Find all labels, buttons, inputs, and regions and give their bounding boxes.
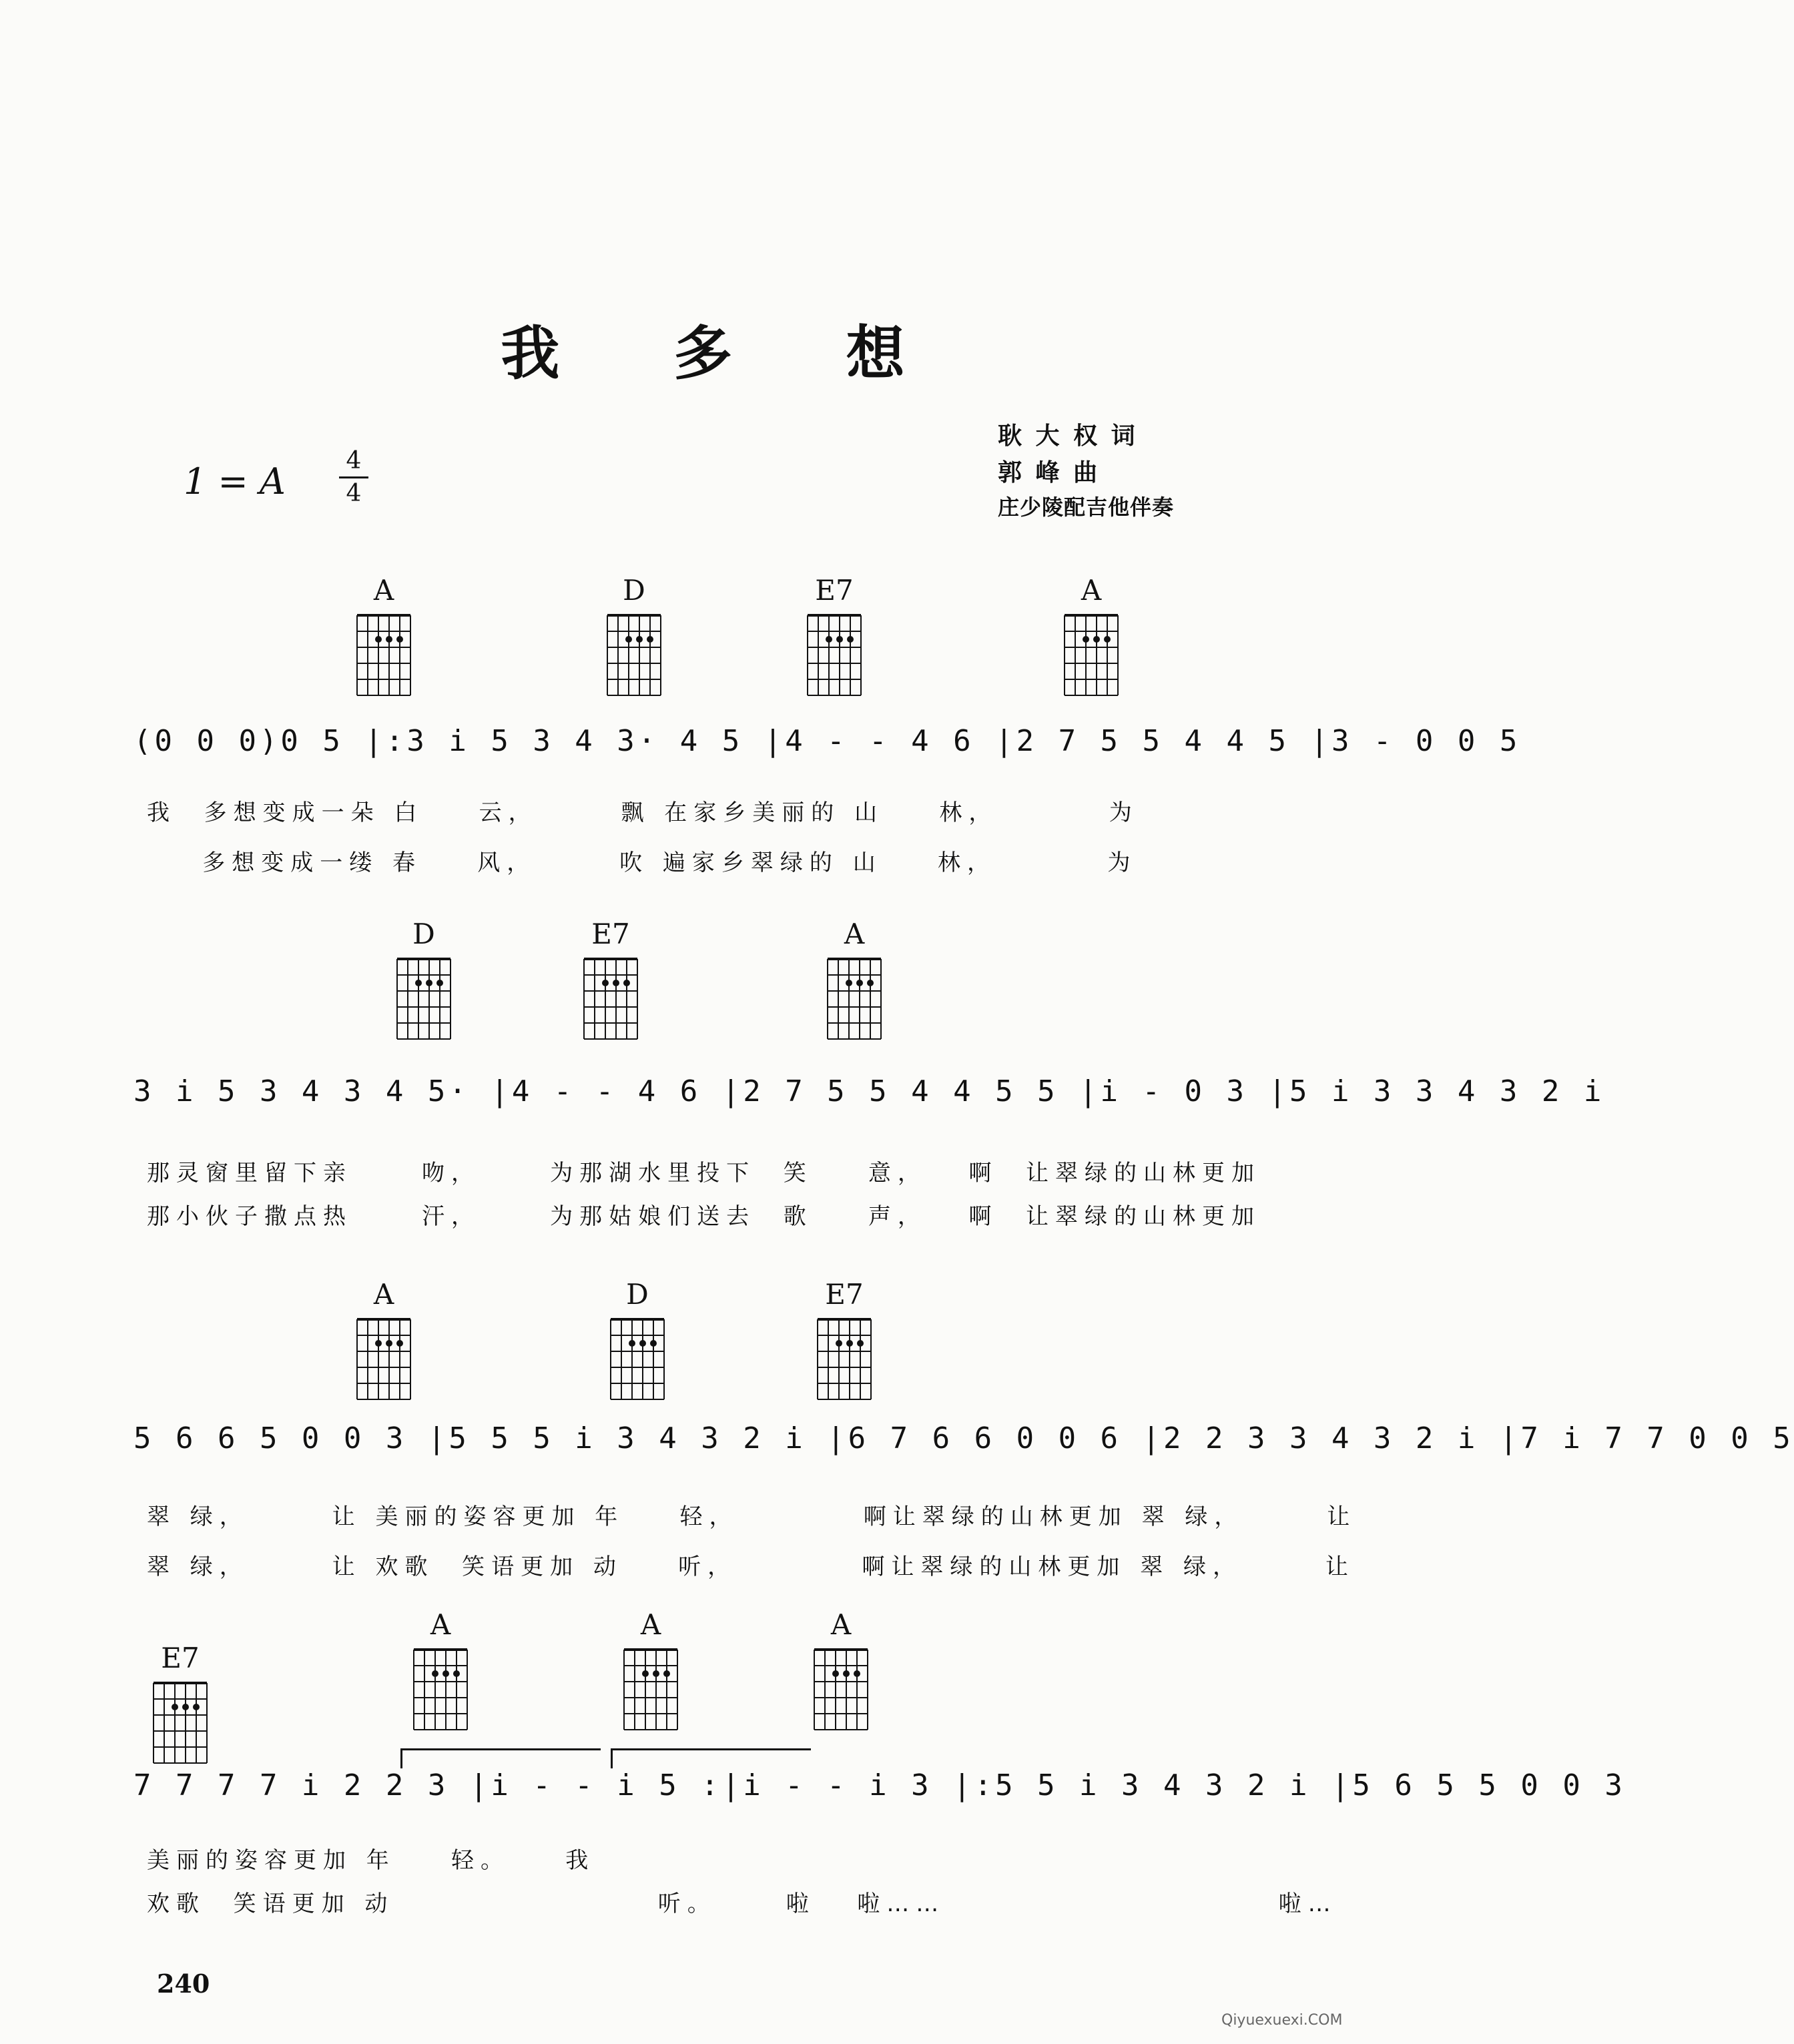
chord-grid-icon bbox=[404, 1642, 477, 1742]
credit-arranger: 庄少陵配吉他伴奏 bbox=[998, 494, 1175, 520]
chord-grid-icon bbox=[597, 607, 671, 707]
chord-name: A bbox=[830, 1608, 852, 1641]
chord-name: E7 bbox=[591, 918, 630, 950]
chord-grid-icon bbox=[143, 1675, 217, 1775]
chord-name: A bbox=[1081, 574, 1102, 607]
lyric-verse-1: 翠 绿， 让 美丽的姿容更加 年 轻， 啊让翠绿的山林更加 翠 绿， 让 bbox=[147, 1503, 1357, 1530]
watermark: Qiyuexuexi.COM bbox=[1221, 2012, 1343, 2029]
chord-name: D bbox=[626, 1278, 649, 1311]
chord-name: A bbox=[373, 1278, 394, 1311]
chord-grid-icon bbox=[1055, 607, 1128, 707]
chord-name: A bbox=[430, 1608, 451, 1641]
lyric-verse-1: 美丽的姿容更加 年 轻。 我 bbox=[147, 1847, 595, 1874]
credit-composer: 郭 峰 曲 bbox=[998, 459, 1101, 486]
chord-name: D bbox=[623, 574, 645, 607]
chord-grid-icon bbox=[601, 1311, 674, 1411]
page-title: 我 多 想 bbox=[501, 319, 952, 388]
chord-name: E7 bbox=[161, 1642, 200, 1674]
time-signature bbox=[334, 446, 374, 509]
notation-line: 5 6 6 5 0 0 3 |5 5 5 i 3 4 3 2 i |6 7 6 6 0 0 6 |2 2 3 3 4 3 2 i |7 i 7 7 0 0 5 bbox=[133, 1421, 1794, 1455]
volta-2-line bbox=[611, 1748, 811, 1750]
chord-name: D bbox=[412, 918, 435, 950]
notation-line: (0 0 0)0 5 |:3 i 5 3 4 3· 4 5 |4 - - 4 6 |2 7 5 5 4 4 5 |3 - 0 0 5 bbox=[133, 724, 1521, 758]
chord-grid-icon bbox=[798, 607, 871, 707]
chord-grid-icon bbox=[574, 951, 647, 1051]
chord-grid-icon bbox=[818, 951, 891, 1051]
notation-line: 3 i 5 3 4 3 4 5· |4 - - 4 6 |2 7 5 5 4 4 5 5 |i - 0 3 |5 i 3 3 4 3 2 i bbox=[133, 1074, 1605, 1108]
lyric-verse-2: 那小伙子撒点热 汗， 为那姑娘们送去 歌 声， 啊 让翠绿的山林更加 bbox=[147, 1203, 1261, 1230]
volta-1-line bbox=[400, 1748, 601, 1750]
chord-grid-icon bbox=[347, 607, 420, 707]
lyric-verse-2: 多想变成一缕 春 风， 吹 遍家乡翠绿的 山 林， 为 bbox=[147, 849, 1137, 876]
lyric-verse-2: 翠 绿， 让 欢歌 笑语更加 动 听， 啊让翠绿的山林更加 翠 绿， 让 bbox=[147, 1554, 1355, 1580]
lyric-verse-1: 那灵窗里留下亲 吻， 为那湖水里投下 笑 意， 啊 让翠绿的山林更加 bbox=[147, 1160, 1261, 1186]
chord-name: A bbox=[640, 1608, 661, 1641]
chord-grid-icon bbox=[804, 1642, 878, 1742]
credit-lyricist: 耿 大 权 词 bbox=[998, 422, 1138, 450]
chord-grid-icon bbox=[808, 1311, 881, 1411]
chord-name: E7 bbox=[825, 1278, 864, 1311]
time-sig-denominator: 4 bbox=[346, 480, 362, 507]
chord-grid-icon bbox=[387, 951, 461, 1051]
chord-name: E7 bbox=[815, 574, 854, 607]
lyric-verse-2: 欢歌 笑语更加 动 听。 啦 啦…… 啦… bbox=[147, 1891, 1337, 1917]
key-signature: 1 = A bbox=[184, 460, 286, 502]
page-number: 240 bbox=[157, 1969, 210, 1999]
chord-grid-icon bbox=[614, 1642, 687, 1742]
chord-grid-icon bbox=[347, 1311, 420, 1411]
notation-line: 7 7 7 7 i 2 2 3 |i - - i 5 :|i - - i 3 |:5 5 i 3 4 3 2 i |5 6 5 5 0 0 3 bbox=[133, 1768, 1626, 1802]
chord-name: A bbox=[373, 574, 394, 607]
chord-name: A bbox=[844, 918, 865, 950]
volta-2-hook bbox=[611, 1748, 613, 1768]
volta-1-hook bbox=[400, 1748, 402, 1768]
lyric-verse-1: 我 多想变成一朵 白 云， 飘 在家乡美丽的 山 林， 为 bbox=[147, 799, 1139, 826]
time-sig-numerator: 4 bbox=[346, 447, 362, 474]
